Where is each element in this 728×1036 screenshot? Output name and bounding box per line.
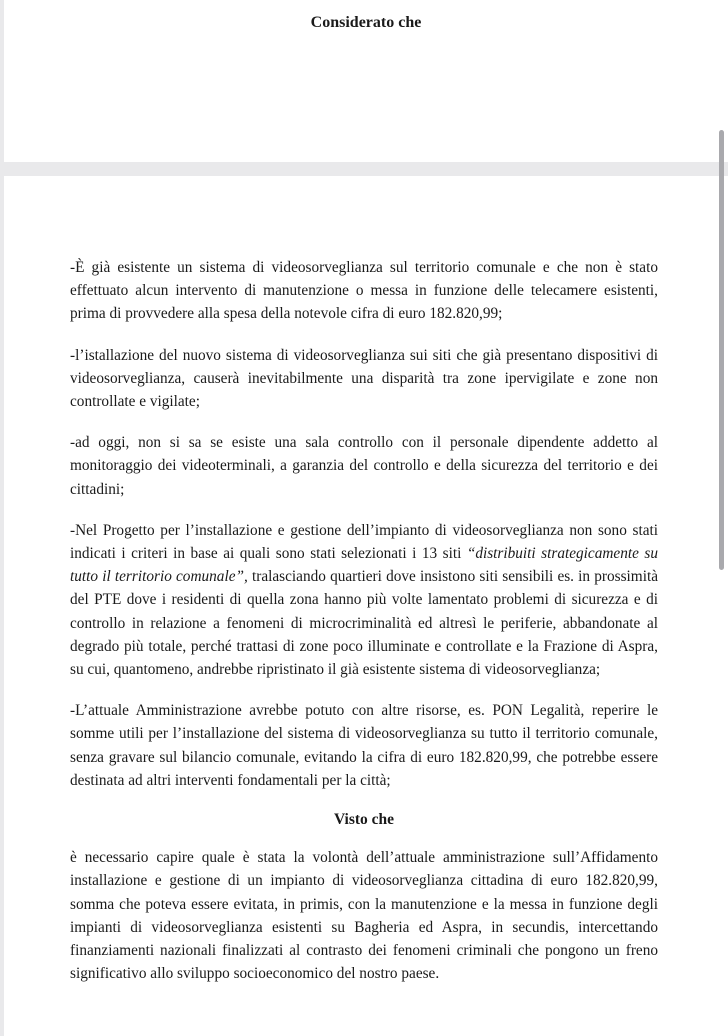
- section-heading-visto: Visto che: [333, 811, 395, 829]
- paragraph-1: -È già esistente un sistema di videosorveglianza sul territorio comunale e che non è stato effettuato alcun intervento di manutenzione o messa in funzione delle telecamere esistenti, prima di provvedere alla spesa della notevole cifra di euro 182.820,99;: [70, 259, 658, 323]
- document-body: [70, 256, 658, 1003]
- paragraph-2: -l’istallazione del nuovo sistema di videosorveglianza sui siti che già presentano dispositivi di videosorveglianza, causerà inevitabilmente una disparità tra zone ipervigilate e zone non controllate e vigilate;: [70, 346, 658, 411]
- vertical-scrollbar[interactable]: [719, 130, 724, 570]
- document-page-1: [4, 0, 728, 162]
- paragraph-4-quote: “distribuiti strategicamente su tutto il territorio comunale”,: [70, 545, 658, 586]
- paragraph-4: [70, 519, 658, 681]
- document-page-2: [4, 176, 728, 1036]
- paragraph-4-text-before: -Nel Progetto per l’installazione e gestione dell’impianto di videosorveglianza non sono stati indicati i criteri in base ai quali sono stati selezionati i 13 siti: [70, 521, 658, 563]
- paragraph-4-text-after: tralasciando quartieri dove insistono siti sensibili es. in prossimità del PTE dove i residenti di quella zona hanno più volte lamentato problemi di sicurezza e di controllo in relazione a fenomeni di microcriminalità ed altresì le periferie, abbandonate al degrado più totale, perché trattasi di zone poco illuminate e controllate e la Frazione di Aspra, su cui, quantomeno, andrebbe ripristinato il già esistente sistema di videosorveglianza;: [70, 568, 658, 679]
- section-heading-considerato: Considerato che: [310, 14, 422, 31]
- paragraph-visto: è necessario capire quale è stata la volontà dell’attuale amministrazione sull’Affidamento installazione e gestione di un impianto di videosorveglianza cittadina di euro 182.820,99, somma che poteva essere evitata, in primis, con la manutenzione e la messa in funzione degli impianti di videosorveglianza esistenti su Bagheria ed Aspra, in secundis, intercettando finanziamenti nazionali finalizzati al contrasto dei fenomeni criminali che pongono un freno significativo allo sviluppo socioeconomico del nostro paese.: [70, 849, 658, 983]
- paragraph-5: -L’attuale Amministrazione avrebbe potuto con altre risorse, es. PON Legalità, reperire le somme utili per l’installazione del sistema di videosorveglianza su tutto il territorio comunale, senza gravare sul bilancio comunale, evitando la cifra di euro 182.820,99, che potrebbe essere destinata ad altri interventi fondamentali per la città;: [70, 702, 658, 789]
- paragraph-3: -ad oggi, non si sa se esiste una sala controllo con il personale dipendente addetto al monitoraggio dei videoterminali, a garanzia del controllo e della sicurezza del territorio e dei cittadini;: [70, 434, 658, 498]
